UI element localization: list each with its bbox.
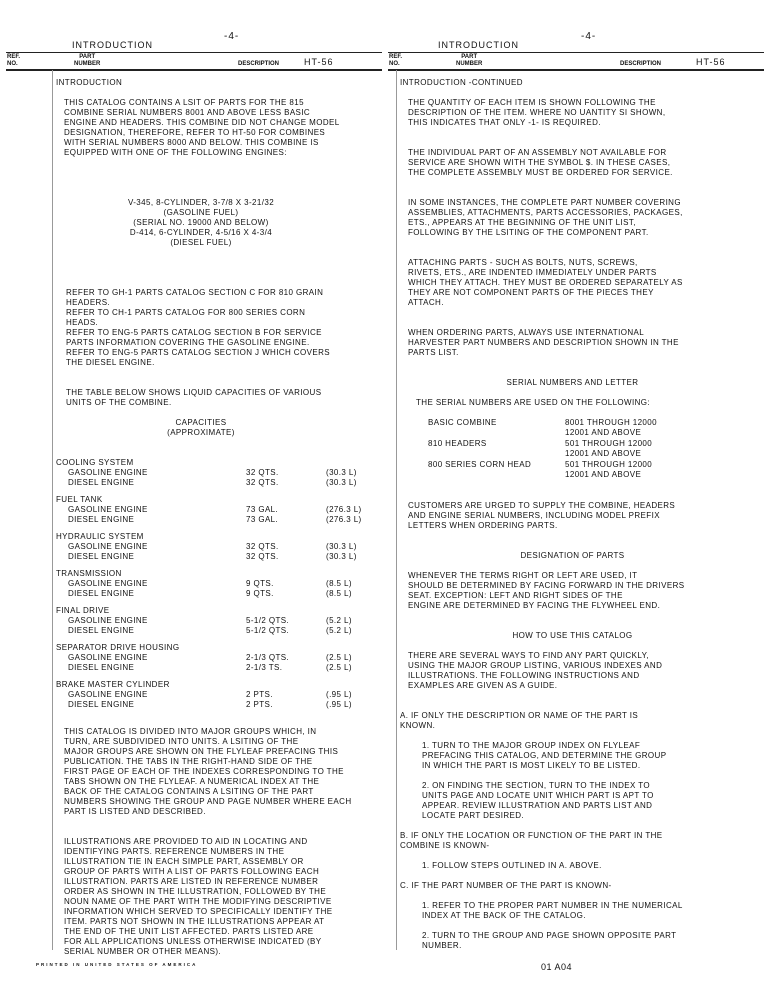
description-header: DESCRIPTION [620, 61, 662, 67]
capacity-item: GASOLINE ENGINE [68, 616, 148, 625]
capacity-group [56, 569, 386, 599]
ordering-paragraph: WHEN ORDERING PARTS, ALWAYS USE INTERNATIONAL HARVESTER PART NUMBERS AND DESCRIPTION SHOWN IN THE PARTS LIST. [408, 328, 679, 357]
serial-unit: 800 SERIES CORN HEAD [428, 460, 532, 469]
capacity-item: DIESEL ENGINE [68, 663, 135, 672]
capacity-group-name: TRANSMISSION [56, 569, 122, 578]
capacity-row [56, 515, 386, 525]
capacity-item: DIESEL ENGINE [68, 515, 135, 524]
capacity-item: GASOLINE ENGINE [68, 653, 148, 662]
capacities-title: CAPACITIES (APPROXIMATE) [167, 418, 235, 437]
capacity-group [56, 643, 386, 673]
capacity-metric: (276.3 L) [326, 505, 362, 514]
capacity-qty: 32 QTS. [246, 552, 279, 561]
capacity-item: DIESEL ENGINE [68, 700, 135, 709]
engine-list: V-345, 8-CYLINDER, 3-7/8 X 3-21/32 (GASOLINE FUEL) (SERIAL NO. 19000 AND BELOW) D-414, 6-CYLINDER, 4-5/16 X 4-3/4 (DIESEL FUEL) [127, 198, 275, 247]
customers-paragraph: CUSTOMERS ARE URGED TO SUPPLY THE COMBINE, HEADERS AND ENGINE SERIAL NUMBERS, INCLUDING MODEL PREFIX LETTERS WHEN ORDERING PARTS. [408, 501, 676, 530]
capacity-group-name: HYDRAULIC SYSTEM [56, 532, 144, 541]
capacity-row [56, 626, 386, 636]
capacity-metric: (.95 L) [326, 690, 352, 699]
step-b1: 1. FOLLOW STEPS OUTLINED IN A. ABOVE. [422, 861, 602, 870]
column-header [6, 52, 382, 71]
capacity-group [56, 680, 386, 710]
capacity-row [56, 552, 386, 562]
capacity-qty: 32 QTS. [246, 478, 279, 487]
step-a2: 2. ON FINDING THE SECTION, TURN TO THE INDEX TO UNITS PAGE AND LOCATE UNIT WHICH PART IS APT TO APPEAR. REVIEW ILLUSTRATION AND PARTS LIST AND LOCATE PART DESIRED. [422, 781, 654, 820]
page-number-right: -4- [581, 31, 597, 42]
part-number-header: PART NUMBER [74, 54, 101, 67]
capacity-qty: 2-1/3 QTS. [246, 653, 290, 662]
capacity-qty: 32 QTS. [246, 542, 279, 551]
capacity-qty: 2-1/3 TS. [246, 663, 283, 672]
table-intro: THE TABLE BELOW SHOWS LIQUID CAPACITIES OF VARIOUS UNITS OF THE COMBINE. [66, 388, 322, 407]
capacity-row [56, 663, 386, 673]
assemblies-paragraph: IN SOME INSTANCES, THE COMPLETE PART NUMBER COVERING ASSEMBLIES, ATTACHMENTS, PARTS ACCESSORIES, PACKAGES, ETS., APPEARS AT THE BEGINNING OF THE UNIT LIST, FOLLOWING BY THE LSITING OF THE COMPONENT PART. [408, 198, 683, 237]
capacity-metric: (276.3 L) [326, 515, 362, 524]
left-page [6, 36, 386, 966]
capacity-item: GASOLINE ENGINE [68, 690, 148, 699]
capacity-group-name: BRAKE MASTER CYLINDER [56, 680, 170, 689]
capacity-metric: (30.3 L) [326, 478, 357, 487]
capacity-group-name: FUEL TANK [56, 495, 103, 504]
capacity-item: DIESEL ENGINE [68, 552, 135, 561]
serial-table [400, 418, 745, 480]
part-number-header: PART NUMBER [456, 54, 483, 67]
description-header: DESCRIPTION [238, 61, 280, 67]
step-b: B. IF ONLY THE LOCATION OR FUNCTION OF THE PART IN THE COMBINE IS KNOWN- [400, 831, 663, 850]
capacity-group [56, 606, 386, 636]
capacity-metric: (2.5 L) [326, 663, 352, 672]
capacity-item: GASOLINE ENGINE [68, 579, 148, 588]
designation-paragraph: WHENEVER THE TERMS RIGHT OR LEFT ARE USED, IT SHOULD BE DETERMINED BY FACING FORWARD IN THE DRIVERS SEAT. EXCEPTION: LEFT AND RIGHT SIDES OF THE ENGINE ARE DETERMINED BY FACING THE FLYWHEEL END. [408, 571, 685, 610]
illustrations-paragraph: ILLUSTRATIONS ARE PROVIDED TO AID IN LOCATING AND IDENTIFYING PARTS. REFERENCE NUMBERS IN THE ILLUSTRATION TIE IN EACH SIMPLE PART, ASSEMBLY OR GROUP OF PARTS WITH A LIST OF PARTS FOLLOWING EACH ILLUSTRATION. PARTS ARE LISTED IN REFERENCE NUMBER ORDER AS SHOWN IN THE ILLUSTRATION, FOLLOWED BY THE NOUN NAME OF THE PART WITH THE MODIFYING DESCRIPTIVE INFORMATION WHICH SERVED TO SPECIFICALLY IDENTIFY THE ITEM. PARTS NOT SHOWN IN THE ILLUSTRATIONS APPEAR AT THE END OF THE UNIT LIST AFFECTED. PARTS LISTED ARE FOR ALL APPLICATIONS UNLESS OTHERWISE INDICATED (BY SERIAL NUMBER OR OTHER MEANS). [64, 837, 333, 956]
serial-row [400, 460, 745, 480]
capacity-item: DIESEL ENGINE [68, 478, 135, 487]
page-number-left: -4- [224, 31, 240, 42]
refer-paragraph: REFER TO GH-1 PARTS CATALOG SECTION C FOR 810 GRAIN HEADERS. REFER TO CH-1 PARTS CATALOG FOR 800 SERIES CORN HEADS. REFER TO ENG-5 PARTS CATALOG SECTION B FOR SERVICE PARTS INFORMATION COVERING THE GASOLINE ENGINE. REFER TO ENG-5 PARTS CATALOG SECTION J WHICH COVERS THE DIESEL ENGINE. [66, 288, 330, 367]
step-c1: 1. REFER TO THE PROPER PART NUMBER IN THE NUMERICAL INDEX AT THE BACK OF THE CATALOG. [422, 901, 683, 920]
serial-row [400, 439, 745, 459]
page-code-footer: 01 A04 [541, 962, 573, 972]
catalog-code: HT-56 [304, 57, 334, 67]
serial-range: 8001 THROUGH 12000 12001 AND ABOVE [565, 418, 657, 437]
capacity-row [56, 589, 386, 599]
capacity-item: DIESEL ENGINE [68, 626, 135, 635]
capacity-row [56, 690, 386, 700]
page-heading: INTRODUCTION -CONTINUED [400, 78, 523, 87]
page-heading: INTRODUCTION [56, 78, 123, 87]
capacity-group [56, 532, 386, 562]
capacity-item: GASOLINE ENGINE [68, 468, 148, 477]
capacity-item: DIESEL ENGINE [68, 589, 135, 598]
capacity-item: GASOLINE ENGINE [68, 505, 148, 514]
step-c: C. IF THE PART NUMBER OF THE PART IS KNOWN- [400, 881, 612, 890]
service-paragraph: THE INDIVIDUAL PART OF AN ASSEMBLY NOT AVAILABLE FOR SERVICE ARE SHOWN WITH THE SYMBOL $. IN THESE CASES, THE COMPLETE ASSEMBLY MUST BE ORDERED FOR SERVICE. [408, 148, 673, 177]
printed-in-footer: PRINTED IN UNITED STATES OF AMERICA [36, 962, 198, 967]
capacity-metric: (8.5 L) [326, 589, 352, 598]
capacity-group-name: COOLING SYSTEM [56, 458, 134, 467]
step-c2: 2. TURN TO THE GROUP AND PAGE SHOWN OPPOSITE PART NUMBER. [422, 931, 677, 950]
column-header [388, 52, 764, 71]
capacity-qty: 2 PTS. [246, 700, 273, 709]
capacity-metric: (.95 L) [326, 700, 352, 709]
capacity-item: GASOLINE ENGINE [68, 542, 148, 551]
capacity-qty: 73 GAL. [246, 515, 279, 524]
capacity-metric: (2.5 L) [326, 653, 352, 662]
capacity-metric: (30.3 L) [326, 468, 357, 477]
capacity-metric: (8.5 L) [326, 579, 352, 588]
capacity-row [56, 579, 386, 589]
capacities-table [56, 458, 386, 710]
step-a: A. IF ONLY THE DESCRIPTION OR NAME OF THE PART IS KNOWN. [400, 711, 639, 730]
capacity-metric: (5.2 L) [326, 626, 352, 635]
designation-heading: DESIGNATION OF PARTS [520, 551, 625, 560]
capacity-qty: 9 QTS. [246, 579, 274, 588]
capacity-metric: (30.3 L) [326, 552, 357, 561]
capacity-row [56, 505, 386, 515]
serial-intro: THE SERIAL NUMBERS ARE USED ON THE FOLLOWING: [416, 398, 651, 407]
intro-paragraph: THIS CATALOG CONTAINS A LSIT OF PARTS FOR THE 815 COMBINE SERIAL NUMBERS 8001 AND ABOVE LESS BASIC ENGINE AND HEADERS. THIS COMBINE DID NOT CHANGE MODEL DESIGNATION, THEREFORE, REFER TO HT-50 FOR COMBINES WITH SERIAL NUMBERS 8000 AND BELOW. THIS COMBINE IS EQUIPPED WITH ONE OF THE FOLLOWING ENGINES: [64, 98, 340, 157]
howto-heading: HOW TO USE THIS CATALOG [512, 631, 633, 640]
quantity-paragraph: THE QUANTITY OF EACH ITEM IS SHOWN FOLLOWING THE DESCRIPTION OF THE ITEM. WHERE NO UANTITY SI SHOWN, THIS INDICATES THAT ONLY -1- IS REQUIRED. [408, 98, 666, 127]
section-title: INTRODUCTION [438, 40, 519, 50]
capacity-qty: 9 QTS. [246, 589, 274, 598]
serial-unit: 810 HEADERS [428, 439, 487, 448]
right-page [388, 36, 768, 966]
capacity-metric: (5.2 L) [326, 616, 352, 625]
capacity-group [56, 458, 386, 488]
capacity-row [56, 616, 386, 626]
capacity-group [56, 495, 386, 525]
capacity-qty: 73 GAL. [246, 505, 279, 514]
serial-range: 501 THROUGH 12000 12001 AND ABOVE [565, 439, 653, 458]
capacity-qty: 32 QTS. [246, 468, 279, 477]
capacity-group-name: SEPARATOR DRIVE HOUSING [56, 643, 180, 652]
capacity-row [56, 468, 386, 478]
serial-range: 501 THROUGH 12000 12001 AND ABOVE [565, 460, 653, 479]
catalog-code: HT-56 [696, 57, 726, 67]
capacity-qty: 5-1/2 QTS. [246, 616, 290, 625]
groups-paragraph: THIS CATALOG IS DIVIDED INTO MAJOR GROUPS WHICH, IN TURN, ARE SUBDIVIDED INTO UNITS. A LSITING OF THE MAJOR GROUPS ARE SHOWN ON THE FLYLEAF PREFACING THIS PUBLICATION. THE TABS IN THE RIGHT-HAND SIDE OF THE FIRST PAGE OF EACH OF THE INDEXES CORRESPONDING TO THE TABS SHOWN ON THE FLYLEAF. A NUMERICAL INDEX AT THE BACK OF THE CATALOG CONTAINS A LSITING OF THE PART NUMBERS SHOWING THE GROUP AND PAGE NUMBER WHERE EACH PART IS LISTED AND DESCRIBED. [64, 727, 352, 816]
capacity-metric: (30.3 L) [326, 542, 357, 551]
right-content [400, 78, 745, 951]
step-a1: 1. TURN TO THE MAJOR GROUP INDEX ON FLYLEAF PREFACING THIS CATALOG, AND DETERMINE THE GROUP IN WHICH THE PART IS MOST LIKELY TO BE LISTED. [422, 741, 667, 770]
ref-no-header: REF. NO. [7, 54, 21, 67]
capacity-row [56, 478, 386, 488]
howto-paragraph: THERE ARE SEVERAL WAYS TO FIND ANY PART QUICKLY, USING THE MAJOR GROUP LISTING, VARIOUS INDEXES AND ILLUSTRATIONS. THE FOLLOWING INSTRUCTIONS AND EXAMPLES ARE GIVEN AS A GUIDE. [408, 651, 663, 690]
capacity-group-name: FINAL DRIVE [56, 606, 110, 615]
capacity-qty: 5-1/2 QTS. [246, 626, 290, 635]
column-rule [396, 70, 397, 950]
capacity-row [56, 700, 386, 710]
serial-heading: SERIAL NUMBERS AND LETTER [506, 378, 639, 387]
serial-row [400, 418, 745, 438]
capacity-row [56, 653, 386, 663]
capacity-qty: 2 PTS. [246, 690, 273, 699]
serial-unit: BASIC COMBINE [428, 418, 497, 427]
ref-no-header: REF. NO. [389, 54, 403, 67]
left-content [56, 78, 386, 957]
attaching-parts-paragraph: ATTACHING PARTS - SUCH AS BOLTS, NUTS, SCREWS, RIVETS, ETS., ARE INDENTED IMMEDIATELY UNDER PARTS WHICH THEY ATTACH. THEY MUST BE ORDERED SEPARATELY AS THEY ARE NOT COMPONENT PARTS OF THE PIECES THEY ATTACH. [408, 258, 683, 307]
section-title: INTRODUCTION [72, 40, 153, 50]
capacity-row [56, 542, 386, 552]
